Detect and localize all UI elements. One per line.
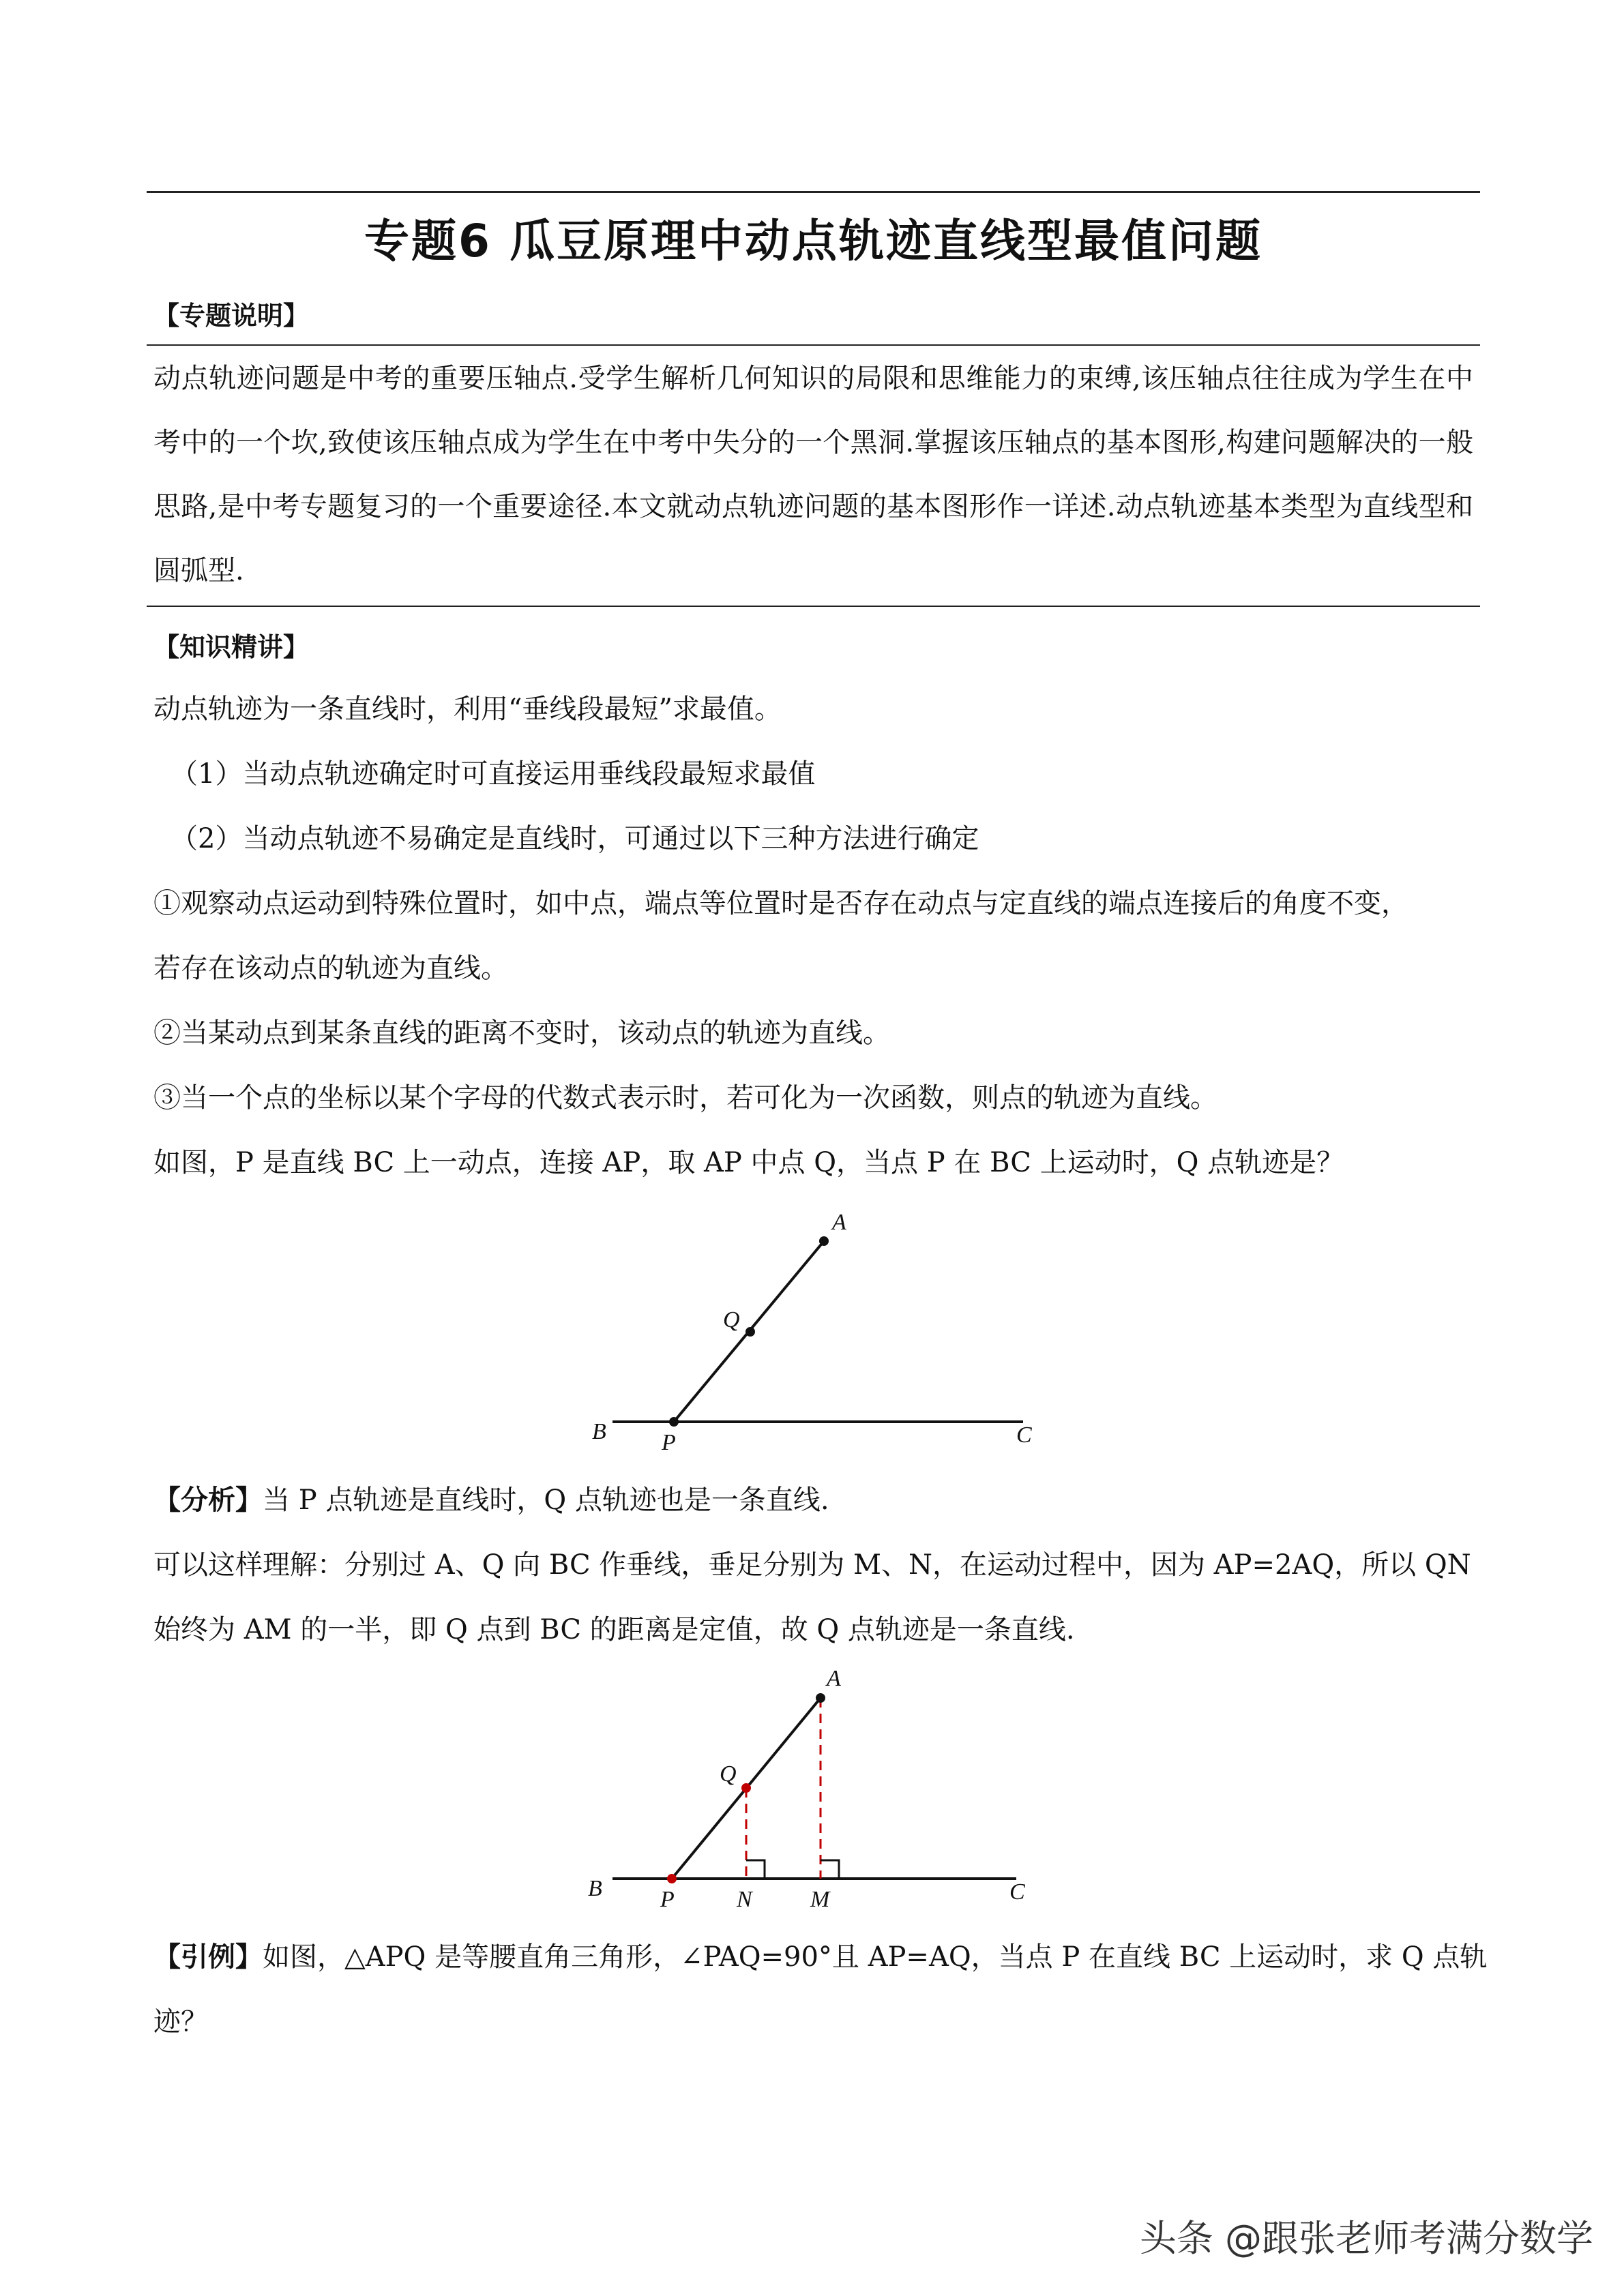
knowledge-line-5: 若存在该动点的轨迹为直线。 [153, 953, 508, 984]
analysis-line-2: 可以这样理解：分别过 A、Q 向 BC 作垂线，垂足分别为 M、N，在运动过程中，因为 AP=2AQ，所以 QN [153, 1549, 1471, 1581]
point-a-2 [816, 1693, 825, 1703]
section-heading-knowledge: 【知识精讲】 [153, 632, 310, 662]
example-label: 【引例】 [153, 1941, 263, 1973]
description-paragraph: 动点轨迹问题是中考的重要压轴点.受学生解析几何知识的局限和思维能力的束缚,该压轴点往往成为学生在中考中的一个坎,致使该压轴点成为学生在中考中失分的一个黑洞.掌握该压轴点的基本图形,构建问题解决的一般思路,是中考专题复习的一个重要途径.本文就动点轨迹问题的基本图形作一详述.动点轨迹基本类型为直线型和圆弧型. [153, 363, 1473, 586]
knowledge-line-4: ①观察动点运动到特殊位置时，如中点，端点等位置时是否存在动点与定直线的端点连接后的角度不变， [153, 888, 1408, 919]
example-line [153, 1935, 1487, 1974]
label-p-1: P [662, 1430, 676, 1455]
right-angle-m [821, 1860, 839, 1879]
label-c-1: C [1016, 1422, 1032, 1448]
section-heading-description: 【专题说明】 [153, 301, 310, 331]
knowledge-line-6: ②当某动点到某条直线的距离不变时，该动点的轨迹为直线。 [153, 1017, 890, 1049]
label-p-2: P [660, 1887, 675, 1912]
label-b-1: B [592, 1419, 606, 1444]
knowledge-line-2: （1）当动点轨迹确定时可直接运用垂线段最短求最值 [171, 758, 816, 790]
point-q-2 [741, 1783, 751, 1793]
right-angle-n [746, 1860, 765, 1879]
example-line-2: 迹？ [153, 2006, 208, 2038]
page-title: 专题6 瓜豆原理中动点轨迹直线型最值问题 [364, 215, 1263, 267]
analysis-label: 【分析】 [153, 1485, 263, 1516]
analysis-text: 当 P 点轨迹是直线时，Q 点轨迹也是一条直线. [263, 1485, 829, 1516]
label-b-2: B [588, 1876, 602, 1901]
label-a-1: A [832, 1210, 846, 1235]
label-n-2: N [737, 1887, 752, 1912]
point-p-2 [667, 1874, 677, 1883]
knowledge-line-7: ③当一个点的坐标以某个字母的代数式表示时，若可化为一次函数，则点的轨迹为直线。 [153, 1082, 1217, 1114]
knowledge-line-3: （2）当动点轨迹不易确定是直线时，可通过以下三种方法进行确定 [171, 823, 979, 854]
label-c-2: C [1009, 1879, 1025, 1905]
label-m-2: M [810, 1887, 830, 1912]
knowledge-line-1: 动点轨迹为一条直线时，利用“垂线段最短”求最值。 [153, 694, 782, 725]
example-text: 如图，△APQ 是等腰直角三角形，∠PAQ=90°且 AP=AQ，当点 P 在直线 BC 上运动时，求 Q 点轨 [263, 1941, 1488, 1973]
knowledge-line-8: 如图，P 是直线 BC 上一动点，连接 AP，取 AP 中点 Q，当点 P 在 BC 上运动时，Q 点轨迹是？ [153, 1147, 1344, 1178]
label-a-2: A [827, 1666, 841, 1691]
label-q-2: Q [720, 1761, 737, 1787]
watermark: 头条 @跟张老师考满分数学 [1139, 2217, 1593, 2260]
label-q-1: Q [723, 1307, 740, 1332]
analysis-line-3: 始终为 AM 的一半，即 Q 点到 BC 的距离是定值，故 Q 点轨迹是一条直线. [153, 1614, 1075, 1645]
